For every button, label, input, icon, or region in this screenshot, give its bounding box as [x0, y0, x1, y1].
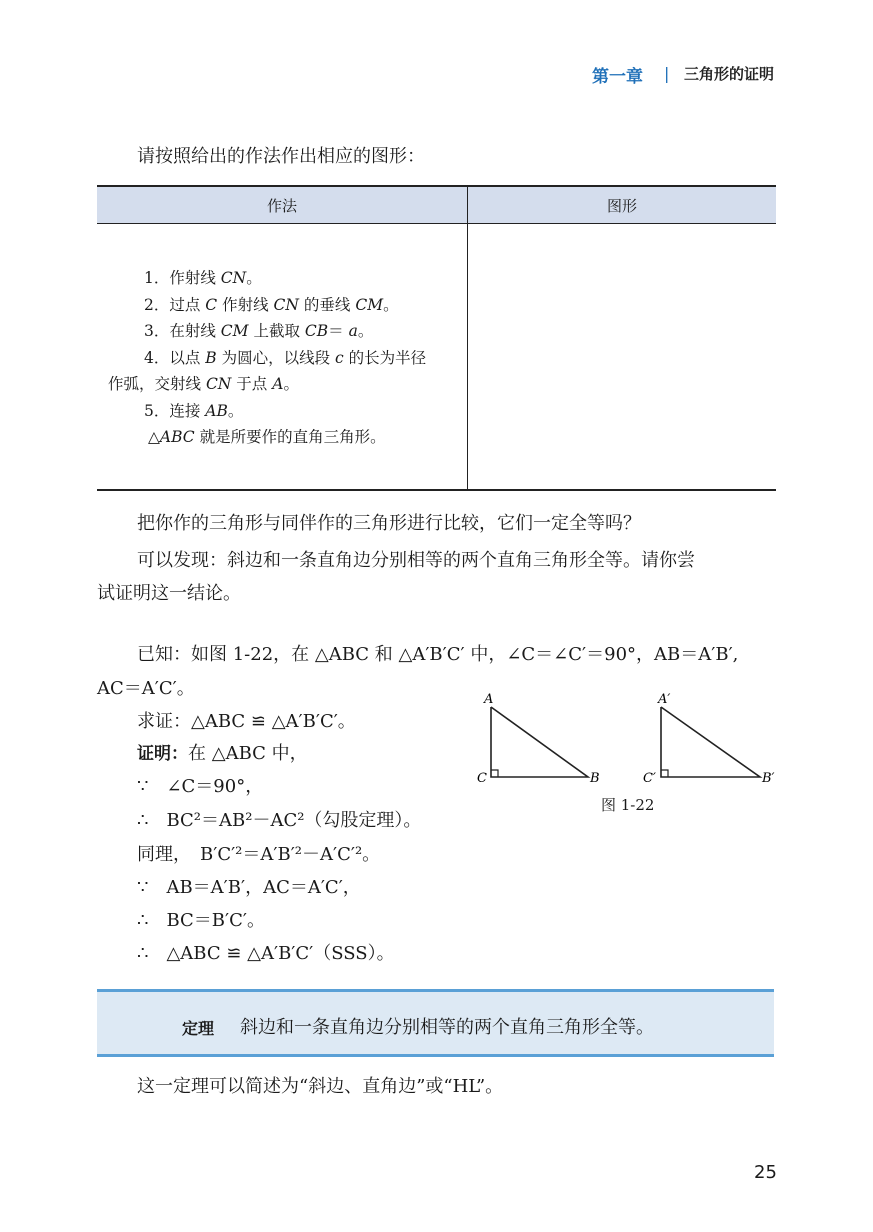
chapter-label: 第一章: [592, 67, 643, 87]
proof-line: ∵ AB＝A′B′，AC＝A′C′，: [137, 877, 361, 898]
step-text: 。: [383, 295, 399, 314]
step-text: 1．作射线: [144, 269, 221, 287]
step-text: 。: [357, 322, 374, 340]
step-text: 作弧，交射线: [108, 375, 206, 393]
math-symbol: AB: [205, 401, 228, 420]
figure-caption: 图 1-22: [601, 796, 655, 814]
page-number: 25: [754, 1162, 777, 1183]
vertex-label-c-prime: C′: [643, 771, 656, 786]
theorem-text: 斜边和一条直角边分别相等的两个直角三角形全等。: [240, 1017, 654, 1038]
triangle-a-prime-b-prime-c-prime: [643, 692, 775, 786]
proof-line: 同理， B′C′²＝A′B′²－A′C′²。: [137, 844, 381, 865]
math-symbol: A: [272, 375, 284, 393]
triangle-abc-outline: [491, 707, 588, 777]
math-symbol: ABC: [159, 428, 195, 446]
proof-line: ∴ BC²＝AB²－AC²（勾股定理）。: [137, 810, 422, 831]
step-text: 3．在射线: [144, 322, 221, 340]
construction-step: [108, 265, 466, 292]
prove-statement: 求证：△ABC ≌ △A′B′C′。: [137, 711, 356, 732]
triangle-abc-prime-outline: [661, 707, 760, 777]
compare-paragraph: 把你作的三角形与同伴作的三角形进行比较，它们一定全等吗？: [137, 513, 641, 534]
proof-line: ∵ ∠C＝90°，: [137, 776, 264, 797]
right-angle-mark: [661, 770, 668, 777]
math-symbol: c: [335, 348, 344, 367]
step-text: 。: [227, 401, 244, 420]
step-text: 5．连接: [144, 401, 206, 420]
math-symbol: C: [205, 295, 218, 314]
construction-step: [108, 292, 466, 319]
vertex-label-b-prime: B′: [762, 771, 775, 786]
construction-step: [108, 424, 466, 451]
construction-step: [108, 345, 466, 372]
discovery-line-2: 试证明这一结论。: [97, 583, 241, 604]
intro-text: 请按照给出的作法作出相应的图形：: [137, 146, 425, 167]
step-text: 。: [246, 269, 262, 287]
step-text: 2．过点: [144, 295, 206, 314]
chapter-title: 三角形的证明: [684, 65, 775, 83]
method-cell: [97, 224, 468, 491]
step-text: 的垂线: [298, 295, 356, 314]
proof-line: ∴ △ABC ≌ △A′B′C′（SSS）。: [137, 943, 395, 964]
math-symbol: CN: [205, 375, 232, 393]
triangle-abc: [477, 692, 600, 786]
discovery-line-1: 可以发现：斜边和一条直角边分别相等的两个直角三角形全等。请你尝: [137, 550, 695, 571]
vertex-label-b: B: [590, 771, 600, 786]
math-symbol: CN: [273, 295, 299, 314]
vertex-label-a: A: [484, 692, 494, 707]
col-method-header: 作法: [97, 186, 468, 224]
step-text: ＝: [328, 322, 349, 340]
construction-step: [108, 398, 466, 425]
proof-line-0: 在 △ABC 中，: [188, 743, 308, 764]
right-angle-mark: [491, 770, 498, 777]
step-text: △: [148, 428, 160, 446]
summary-text: 这一定理可以简述为“斜边、直角边”或“HL”。: [137, 1076, 504, 1097]
figure-1-22: [470, 690, 790, 790]
given-line-2: AC＝A′C′。: [97, 678, 195, 699]
step-list: [98, 225, 466, 451]
construction-step: [108, 371, 466, 398]
math-symbol: CN: [220, 269, 247, 287]
proof-label: 证明：: [137, 744, 188, 764]
header-separator: |: [664, 64, 670, 83]
step-text: 的长为半径: [343, 348, 427, 367]
step-text: 上截取: [248, 322, 305, 340]
construction-step: [108, 318, 466, 345]
step-text: 。: [283, 375, 299, 393]
figure-cell: [468, 224, 777, 491]
math-symbol: B: [205, 348, 217, 367]
math-symbol: a: [348, 322, 358, 340]
step-text: 于点: [231, 375, 273, 393]
given-line-1: 已知：如图 1-22，在 △ABC 和 △A′B′C′ 中，∠C＝∠C′＝90°，AB＝A′B′,: [137, 644, 739, 665]
step-text: 4．以点: [144, 348, 206, 367]
step-text: 为圆心，以线段: [216, 348, 336, 367]
construction-table: [97, 185, 776, 491]
proof-line: ∴ BC＝B′C′。: [137, 910, 265, 931]
math-symbol: CM: [220, 322, 249, 340]
math-symbol: CM: [355, 295, 384, 314]
math-symbol: CB: [304, 322, 329, 340]
vertex-label-a-prime: A′: [658, 692, 671, 707]
vertex-label-c: C: [477, 771, 487, 786]
step-text: 作射线: [217, 295, 274, 314]
col-figure-header: 图形: [468, 186, 777, 224]
theorem-label: 定理: [182, 1019, 215, 1038]
step-text: 就是所要作的直角三角形。: [194, 428, 386, 446]
proof-first-line: [137, 742, 308, 766]
